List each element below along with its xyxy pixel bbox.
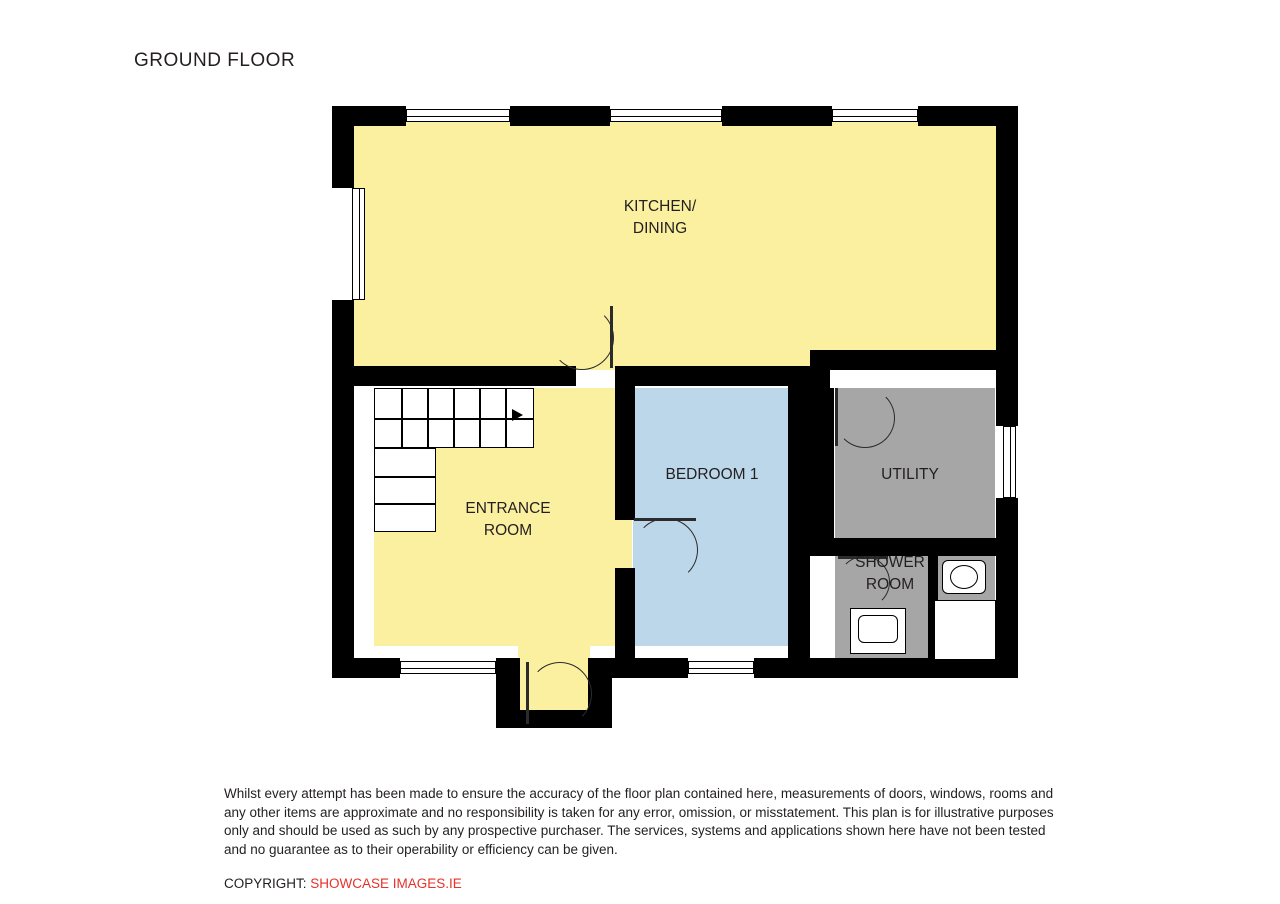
staircase-upper-flight: [374, 388, 534, 448]
toilet-bowl-icon: [950, 565, 978, 589]
washbasin-bowl-icon: [858, 615, 898, 643]
copyright-prefix: COPYRIGHT:: [224, 876, 311, 891]
room-label-kitchen-dining: KITCHEN/ DINING: [623, 198, 697, 237]
door-kitchen-entrance-leaf: [610, 306, 613, 368]
wall-kitchen-right-step: [810, 350, 998, 370]
door-front-entrance-arc: [528, 662, 592, 726]
page-title: GROUND FLOOR: [134, 50, 296, 71]
room-fill-bedroom-1: [633, 388, 790, 646]
window-top-3: [832, 109, 918, 122]
floorplan-drawing: [330, 100, 1025, 745]
wall-utility-left-vert: [810, 388, 834, 540]
wall-left-upper: [332, 106, 354, 188]
wall-right-mid: [996, 408, 1018, 426]
wall-top-mid-1: [510, 106, 610, 126]
door-shower-arc: [838, 556, 890, 608]
wall-entrance-bedroom: [615, 386, 635, 520]
window-bottom-2: [688, 661, 754, 674]
room-label-bedroom-1: BEDROOM 1: [665, 466, 759, 483]
window-left-1: [352, 188, 365, 300]
staircase-lower-flight: [374, 448, 436, 532]
wall-entrance-bedroom-lower: [615, 568, 635, 660]
wall-bottom-right: [754, 658, 1018, 678]
door-utility-leaf: [835, 388, 838, 446]
room-label-utility: UTILITY: [881, 466, 939, 483]
door-bedroom-leaf: [634, 518, 696, 521]
wall-utility-shower: [810, 538, 1018, 556]
wall-top-mid-2: [722, 106, 832, 126]
window-top-2: [610, 109, 722, 122]
wall-left-bottom-run: [332, 400, 354, 678]
door-bedroom-arc: [634, 518, 698, 582]
wall-right-upper: [996, 106, 1018, 408]
wall-kitchen-step-right: [615, 366, 830, 386]
door-shower-leaf: [838, 556, 888, 559]
window-bottom-1: [400, 661, 496, 674]
wall-bedroom-utility: [788, 386, 810, 660]
door-front-entrance-leaf: [526, 662, 529, 724]
copyright-line: [224, 876, 462, 891]
window-right-1: [1003, 426, 1016, 498]
staircase-direction-arrow: [512, 409, 523, 421]
shower-tray-fixture: [934, 600, 996, 660]
wall-right-lower: [996, 498, 1018, 678]
room-label-shower-room: SHOWER ROOM: [855, 554, 925, 593]
window-top-1: [406, 109, 510, 122]
wall-kitchen-step-horizontal: [352, 366, 576, 386]
door-utility-arc: [835, 388, 895, 448]
wall-left-lower: [332, 300, 354, 400]
room-label-entrance-room: ENTRANCE ROOM: [465, 500, 551, 539]
door-kitchen-entrance-arc: [550, 306, 614, 370]
copyright-brand: SHOWCASE IMAGES.IE: [310, 876, 462, 891]
disclaimer-text: Whilst every attempt has been made to ensure the accuracy of the floor plan contained here, measurements of doors, windows, rooms and any other items are approximate and no responsibility is taken for any error, omission, or misstatement. This plan is for illustrative purposes only and should be used as such by any prospective purchaser. The services, systems and applications shown here have not been tested and no guarantee as to their operability or efficiency can be given.: [224, 786, 1054, 857]
